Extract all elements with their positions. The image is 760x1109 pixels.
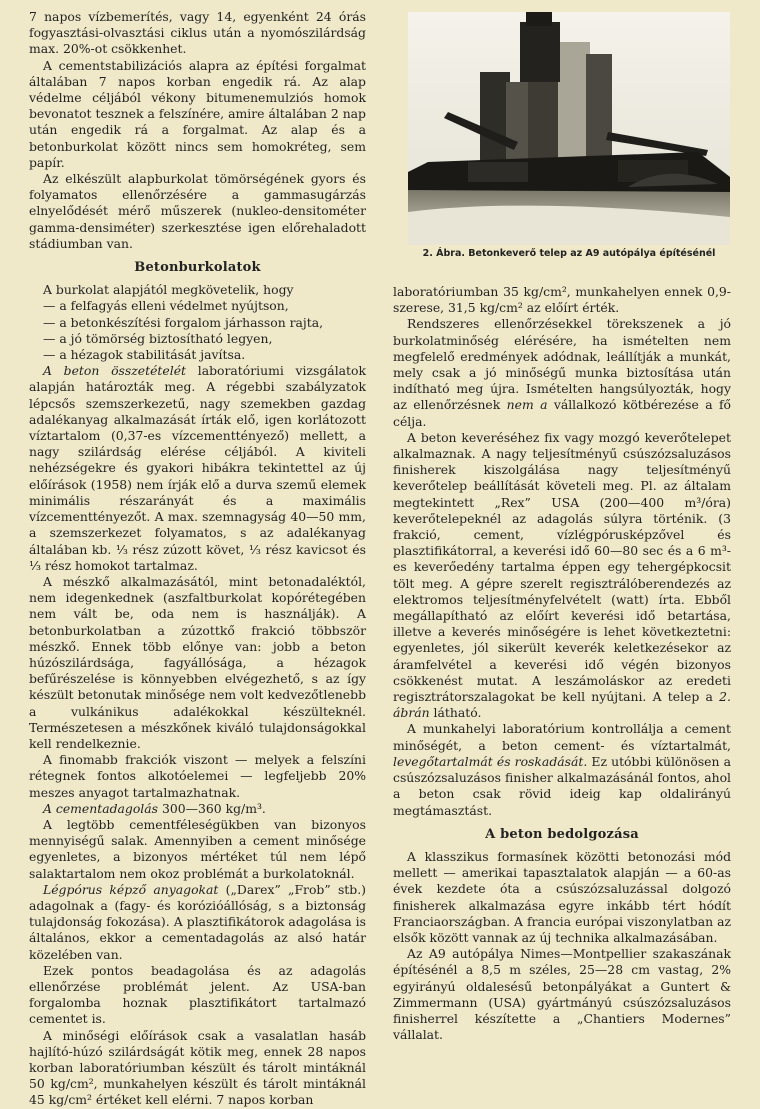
list-item: — a betonkészítési forgalom járhasson rajta,: [43, 314, 324, 330]
paragraph: [393, 430, 731, 722]
paragraph: A minőségi előírások csak a vasalatlan hasáb hajlító-húzó szilárdságát kötik meg, ennek 28 napos korban laboratóriumban készült és tárolt mintáknál 50 kg/cm², munkahelyen készült és tárolt mintáknál 45 kg/cm² értéket kell elérni. 7 napos korban: [29, 1027, 366, 1108]
section-heading: Betonburkolatok: [134, 260, 261, 276]
list-item: — a jó tömörség biztosítható legyen,: [43, 330, 273, 346]
figure-caption: 2. Ábra. Betonkeverő telep az A9 autópálya építésénél: [422, 248, 716, 259]
paragraph: A klasszikus formasínek közötti betonozási mód mellett — amerikai tapasztalatok alapján — a 60-as évek kezdete óta a csúszózsaluzással dolgozó finisherek alkalmazása egyre inkább tért hódít Franciaországban. A francia európai viszonylatban az elsők között vannak az új technika alkalmazásában.: [393, 848, 731, 945]
paragraph: [29, 801, 366, 817]
list-item: — a felfagyás elleni védelmet nyújtson,: [43, 298, 289, 314]
emphasis: A cementadagolás: [43, 800, 159, 816]
paragraph: [393, 316, 731, 429]
paragraph: A finomabb frakciók viszont — melyek a felszíni rétegnek fontos alkotóelemei — legfeljebb 20% meszes anyagot tartalmazhatnak.: [29, 752, 366, 800]
list-item: — a hézagok stabilitását javítsa.: [43, 347, 246, 363]
paragraph: [393, 721, 731, 818]
paragraph-text: látható.: [429, 705, 482, 721]
photo-illustration: [408, 12, 730, 245]
left-column: [29, 9, 366, 1109]
section-heading: A beton bedolgozása: [485, 826, 639, 842]
paragraph: Ezek pontos beadagolása és az adagolás ellenőrzése problémát jelent. Az USA-ban forgalomba hoznak plasztifikátort tartalmazó cementet is.: [29, 962, 366, 1027]
emphasis: nem a: [506, 397, 548, 413]
paragraph-text: laboratóriumi vizsgálatok alapján határozták meg. A régebbi szabályzatok lépcsős szemszerkezetű, nagy szemekben gazdag adalékanyag alkalmazását írták elő, igen korlátozott víztartalom (0,37-es vízcementtényező) mellett, a nagy szilárdság elérése céljából. A kiviteli nehézségekre és gyakori hibákra tekintettel az új előírások (1958) nem írják elő a durva szemű elemek minimális részarányát és a maximális vízcementtényezőt. A max. szemnagyság 40—50 mm, a szemszerkezet folyamatos, s az adalékanyag általában kb. ⅓ rész zúzott követ, ⅓ rész kavicsot és ⅓ rész homokot tartalmaz.: [29, 363, 366, 573]
paragraph: 7 napos vízbemerítés, vagy 14, egyenként 24 órás fogyasztási-olvasztási ciklus után a nyomószilárdság max. 20%-ot csökkenhet.: [29, 9, 366, 57]
emphasis: levegőtartalmát és roskadását.: [393, 753, 588, 769]
right-column: [393, 284, 731, 1043]
paragraph-text: Rendszeres ellenőrzésekkel törekszenek a jó burkolatminőség elérésére, ha ismételten nem megfelelő eredmények adódnak, leállítják a munkát, mely csak a jó minőségű munka biztosítása után indítható meg újra. Ismételten hangsúlyozták, hogy az ellenőrzésnek: [393, 316, 731, 413]
paragraph: [29, 363, 366, 574]
paragraph-text: 300—360 kg/m³.: [158, 800, 266, 816]
paragraph: Az elkészült alapburkolat tömörségének gyors és folyamatos ellenőrzésére a gammasugárzás elnyelődését mérő műszerek (nukleo-densitométer gamma-densiméter) szerkesztése igen előrehaladott stádiumban van.: [29, 171, 366, 251]
paragraph-text: vállalkozó kötbérezése a fő célja.: [393, 397, 732, 429]
paragraph: laboratóriumban 35 kg/cm², munkahelyen ennek 0,9-szerese, 31,5 kg/cm² az előírt érték.: [393, 284, 731, 316]
emphasis: Légpórus képző anyagokat: [43, 881, 219, 897]
concrete-plant-photo: [408, 12, 730, 245]
emphasis: A beton összetételét: [43, 363, 187, 379]
paragraph-text: Ez utóbbi különösen a csúszózsaluzásos finisher alkalmazásánál fontos, ahol a beton csak rövid ideig kap oldalirányú megtámasztást.: [393, 753, 731, 818]
paragraph: A legtöbb cementféleségükben van bizonyos mennyiségű salak. Amennyiben a cement minősége egyenletes, a bizonyos mértéket túl nem lépő salaktartalom nem okoz problémát a burkolatoknál.: [29, 816, 366, 881]
paragraph: [29, 882, 366, 963]
paragraph-text: A munkahelyi laboratórium kontrollálja a cement minőségét, a beton cement- és víztartalmát,: [393, 721, 731, 753]
paragraph: A cementstabilizációs alapra az építési forgalmat általában 7 napos korban engedik rá. Az alap védelme céljából vékony bitumenemulziós homok bevonatot tesznek a felszínére, amire általában 2 nap után engedik rá a forgalmat. Az alap és a betonburkolat között nincs sem homokréteg, sem papír.: [29, 57, 366, 170]
paragraph-text: („Darex” „Frob” stb.) adagolnak a (fagy- és korózióállóság, s a biztonság tulajdonság fokozása). A plasztifikátorok adagolása is általános, ekkor a cementadagolás az alsó határ közelében van.: [29, 881, 366, 962]
paragraph: Az A9 autópálya Nimes—Montpellier szakaszának építésénél a 8,5 m széles, 25—28 cm vastag, 2% egyirányú oldalesésű betonpályákat a Guntert & Zimmermann (USA) gyártmányú csúszózsaluzásos finisherrel készítette a „Chantiers Modernes” vállalat.: [393, 946, 731, 1043]
emphasis: 2. ábrán: [393, 689, 731, 721]
paragraph: A mészkő alkalmazásától, mint betonadaléktól, nem idegenkednek (aszfaltburkolat kopórétegében nem vált be, oda nem is használják). A betonburkolatban a zúzottkő frakció többször mészkő. Ennek több előnye van: jobb a beton húzószilárdsága, fagyállósága, a hézagok befűrészelése is könnyebben elvégezhető, s az így készült betonutak minősége nem volt kedvezőtlenebb a vulkánikus adalékokkal készülteknél. Természetesen a mészkőnek kiváló tulajdonságokkal kell rendelkeznie.: [29, 573, 366, 751]
paragraph: A burkolat alapjától megkövetelik, hogy: [43, 282, 294, 298]
paragraph-text: A beton keveréséhez fix vagy mozgó keverőtelepet alkalmaznak. A nagy teljesítményű csúszózsaluzásos finisherek kiszolgálása nagy teljesítményű keverőtelep beállítását követeli meg. Pl. az általam megtekintett „Rex” USA (200—400 m³/óra) keverőtelepeknél az adagolás súlyra történik. (3 frakció, cement, vízlégpórusképzővel és plasztifikátorral, a keverési idő 60—80 sec és a 6 m³-es keverőedény tartalma éppen egy tehergépkocsit tölt meg. A gépre szerelt regisztrálóberendezés az elektromos teljesítményfelvételt (watt) írta. Ebből megállapítható az előírt keverési idő betartása, illetve a keverés minőségére is lehet következtetni: egyenletes, jól sikerült keverék keletkezésekor az áramfelvétel a keverési idő végén bizonyos csökkenést mutat. A leszámoláskor az eredeti regisztrátorszalagokat be kell nyújtani. A telep a: [393, 429, 731, 705]
